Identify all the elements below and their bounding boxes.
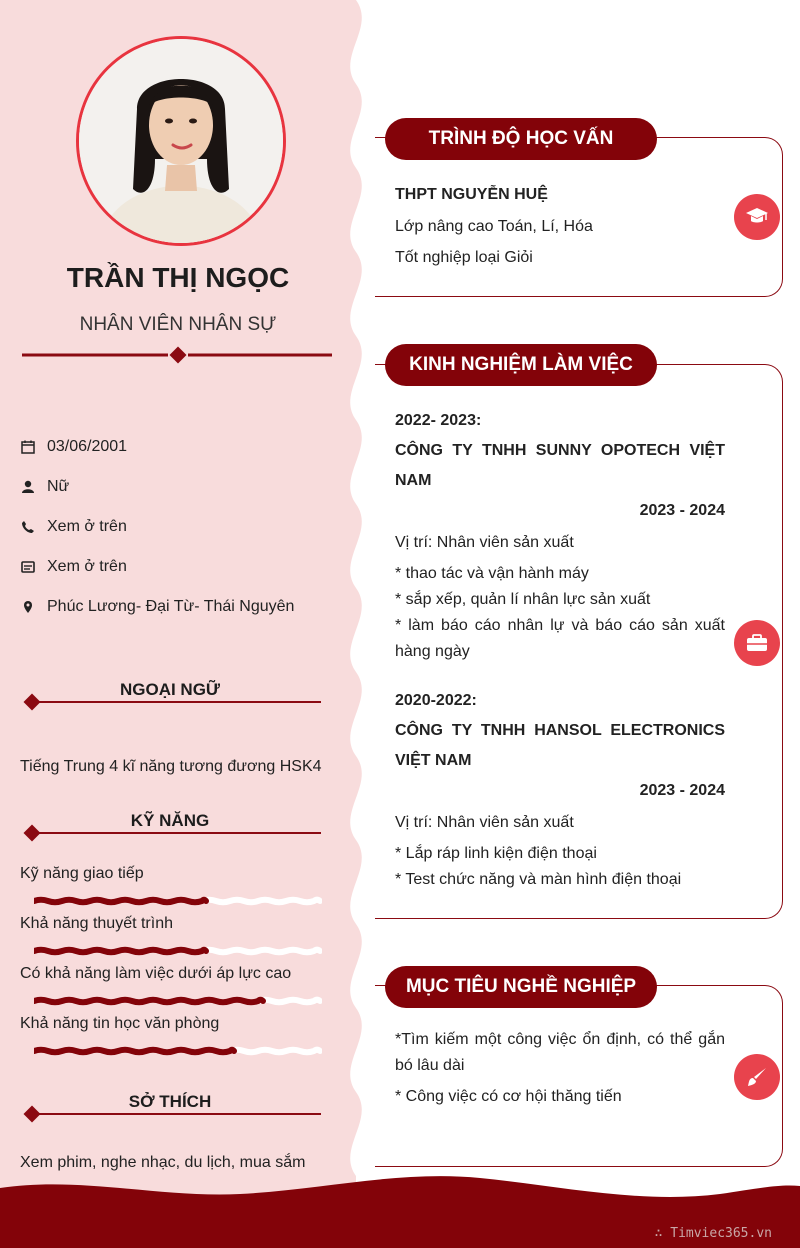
objective-title: MỤC TIÊU NGHỀ NGHIỆP	[385, 966, 657, 1008]
phone-icon	[20, 519, 36, 535]
birthdate-row	[20, 435, 127, 459]
footer-brand: ∴ Timviec365.vn	[654, 1226, 772, 1241]
job-company: CÔNG TY TNHH HANSOL ELECTRONICS	[395, 722, 725, 739]
skill-bar-fill	[34, 950, 206, 953]
objective-line: bó lâu dài	[395, 1057, 465, 1074]
skill-bar-fill	[34, 1050, 234, 1053]
skill-label: Khả năng thuyết trình	[20, 915, 173, 932]
hobbies-title: SỞ THÍCH	[128, 1092, 212, 1111]
skill-bar-fill	[34, 1000, 263, 1003]
languages-text: Tiếng Trung 4 kĩ năng tương đương HSK4	[20, 758, 322, 775]
job-period: 2020-2022:	[395, 692, 477, 709]
graduation-cap-icon	[734, 194, 780, 240]
address-row	[20, 595, 294, 619]
birthdate-value: 03/06/2001	[47, 438, 128, 455]
skill-bar	[34, 993, 322, 1009]
education-result: Tốt nghiệp loại Giỏi	[395, 249, 533, 266]
job-company: CÔNG TY TNHH SUNNY OPOTECH VIỆT	[395, 442, 725, 459]
skill-label: Có khả năng làm việc dưới áp lực cao	[20, 965, 292, 982]
email-row	[20, 555, 127, 579]
job-position: Vị trí: Nhân viên sản xuất	[395, 534, 574, 551]
job-dates: 2023 - 2024	[639, 502, 725, 519]
skill-bar	[34, 1043, 322, 1059]
job-position: Vị trí: Nhân viên sản xuất	[395, 814, 574, 831]
briefcase-icon	[734, 620, 780, 666]
email-value: Xem ở trên	[47, 558, 127, 575]
calendar-icon	[20, 439, 36, 455]
job-company-cont: VIỆT NAM	[395, 752, 472, 769]
gender-value: Nữ	[47, 478, 70, 495]
hobbies-text: Xem phim, nghe nhạc, du lịch, mua sắm	[20, 1154, 306, 1171]
job-company-cont: NAM	[395, 472, 432, 489]
candidate-name: TRẦN THỊ NGỌC	[66, 262, 290, 293]
user-icon	[20, 479, 36, 495]
portrait-icon	[79, 39, 283, 243]
education-title: TRÌNH ĐỘ HỌC VẤN	[385, 118, 657, 160]
address-value: Phúc Lương- Đại Từ- Thái Nguyên	[47, 598, 295, 615]
skill-bar-fill	[34, 900, 206, 903]
skills-divider	[22, 823, 322, 843]
skills-title: KỸ NĂNG	[130, 811, 210, 830]
job-title: NHÂN VIÊN NHÂN SỰ	[79, 314, 277, 335]
job-duty: * sắp xếp, quản lí nhân lực sản xuất	[395, 591, 651, 608]
gender-row	[20, 475, 69, 499]
education-class: Lớp nâng cao Toán, Lí, Hóa	[395, 218, 593, 235]
objective-line: *Tìm kiếm một công việc ổn định, có thể gắn	[395, 1031, 725, 1048]
job-duty: * Test chức năng và màn hình điện thoại	[395, 871, 682, 888]
email-icon	[20, 559, 36, 575]
objective-line: * Công việc có cơ hội thăng tiến	[395, 1088, 622, 1105]
location-icon	[20, 599, 36, 615]
experience-title: KINH NGHIỆM LÀM VIỆC	[385, 344, 657, 386]
skill-bar	[34, 893, 322, 909]
name-divider	[22, 344, 334, 366]
phone-value: Xem ở trên	[47, 518, 127, 535]
skill-label: Kỹ năng giao tiếp	[20, 865, 144, 882]
phone-row	[20, 515, 127, 539]
skill-label: Khả năng tin học văn phòng	[20, 1015, 220, 1032]
skill-bar	[34, 943, 322, 959]
education-school: THPT NGUYỄN HUỆ	[395, 186, 548, 203]
avatar	[76, 36, 286, 246]
job-dates: 2023 - 2024	[639, 782, 725, 799]
job-duty: * làm báo cáo nhân lự và báo cáo sản xuất	[395, 617, 725, 634]
hobbies-divider	[22, 1104, 322, 1124]
job-duty: * thao tác và vận hành máy	[395, 565, 589, 582]
languages-title: NGOẠI NGỮ	[119, 680, 221, 699]
job-duty: * Lắp ráp linh kiện điện thoại	[395, 845, 597, 862]
job-period: 2022- 2023:	[395, 412, 482, 429]
job-duty: hàng ngày	[395, 643, 470, 660]
paintbrush-icon	[734, 1054, 780, 1100]
languages-divider	[22, 692, 322, 712]
